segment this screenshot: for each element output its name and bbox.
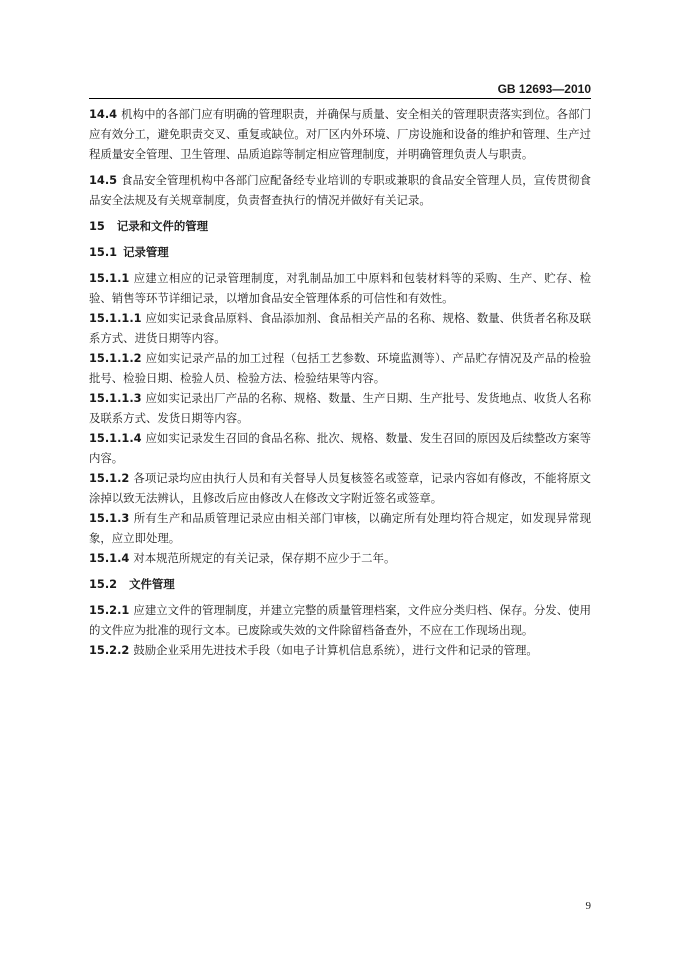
clause-text: 所有生产和品质管理记录应由相关部门审核，以确定所有处理均符合规定，如发现异常现象，应立即处理。: [89, 511, 591, 545]
clause-number: 15.1.1: [89, 271, 130, 285]
document-body: [89, 104, 591, 660]
clause-number: 15.2.1: [89, 603, 130, 617]
clause-text: 应如实记录食品原料、食品添加剂、食品相关产品的名称、规格、数量、供货者名称及联系方式、进货日期等内容。: [89, 311, 591, 345]
clause-15-1-1-4: [89, 428, 591, 468]
clause-text: 食品安全管理机构中各部门应配备经专业培训的专职或兼职的食品安全管理人员，宣传贯彻食品安全法规及有关规章制度，负责督查执行的情况并做好有关记录。: [89, 173, 591, 207]
clause-number: 15.1.4: [89, 551, 130, 565]
clause-15-1-1-3: [89, 388, 591, 428]
clause-15-2-1: [89, 600, 591, 640]
header-rule: [89, 98, 591, 99]
chapter-heading-15: [89, 216, 591, 236]
page-number: 9: [585, 900, 591, 912]
clause-15-1-4: [89, 548, 591, 568]
clause-14-4: [89, 104, 591, 164]
clause-text: 应如实记录发生召回的食品名称、批次、规格、数量、发生召回的原因及后续整改方案等内容。: [89, 431, 591, 465]
heading-text: 记录和文件的管理: [116, 219, 208, 233]
heading-text: 文件管理: [129, 577, 175, 591]
clause-15-1-1-2: [89, 348, 591, 388]
clause-number: 15.1.1.2: [89, 351, 142, 365]
standard-code: GB 12693—2010: [497, 82, 591, 96]
clause-number: 15.1.3: [89, 511, 130, 525]
clause-text: 应如实记录产品的加工过程（包括工艺参数、环境监测等）、产品贮存情况及产品的检验批号、检验日期、检验人员、检验方法、检验结果等内容。: [89, 351, 591, 385]
clause-text: 各项记录均应由执行人员和有关督导人员复核签名或签章，记录内容如有修改，不能将原文涂掉以致无法辨认，且修改后应由修改人在修改文字附近签名或签章。: [89, 471, 591, 505]
clause-number: 15.1.1.3: [89, 391, 142, 405]
heading-number: 15: [89, 219, 105, 233]
clause-number: 15.1.1.4: [89, 431, 142, 445]
clause-15-1-1-1: [89, 308, 591, 348]
clause-text: 应建立相应的记录管理制度，对乳制品加工中原料和包装材料等的采购、生产、贮存、检验、销售等环节详细记录，以增加食品安全管理体系的可信性和有效性。: [89, 271, 591, 305]
clause-text: 机构中的各部门应有明确的管理职责，并确保与质量、安全相关的管理职责落实到位。各部门应有效分工，避免职责交叉、重复或缺位。对厂区内外环境、厂房设施和设备的维护和管理、生产过程质量安全管理、卫生管理、品质追踪等制定相应管理制度，并明确管理负责人与职责。: [89, 107, 591, 161]
clause-text: 应如实记录出厂产品的名称、规格、数量、生产日期、生产批号、发货地点、收货人名称及联系方式、发货日期等内容。: [89, 391, 591, 425]
clause-15-1-3: [89, 508, 591, 548]
heading-text: 记录管理: [123, 245, 169, 259]
clause-15-1-2: [89, 468, 591, 508]
clause-number: 15.1.2: [89, 471, 130, 485]
clause-text: 鼓励企业采用先进技术手段（如电子计算机信息系统），进行文件和记录的管理。: [133, 643, 538, 657]
heading-number: 15.2: [89, 577, 118, 591]
clause-number: 14.4: [89, 107, 118, 121]
clause-15-1-1: [89, 268, 591, 308]
clause-14-5: [89, 170, 591, 210]
section-heading-15-1: [89, 242, 591, 262]
clause-number: 14.5: [89, 173, 118, 187]
clause-number: 15.1.1.1: [89, 311, 142, 325]
clause-text: 应建立文件的管理制度，并建立完整的质量管理档案，文件应分类归档、保存。分发、使用的文件应为批准的现行文本。已废除或失效的文件除留档备查外，不应在工作现场出现。: [89, 603, 591, 637]
clause-15-2-2: [89, 640, 591, 660]
clause-number: 15.2.2: [89, 643, 130, 657]
section-heading-15-2: [89, 574, 591, 594]
heading-number: 15.1: [89, 245, 118, 259]
clause-text: 对本规范所规定的有关记录，保存期不应少于二年。: [133, 551, 396, 565]
